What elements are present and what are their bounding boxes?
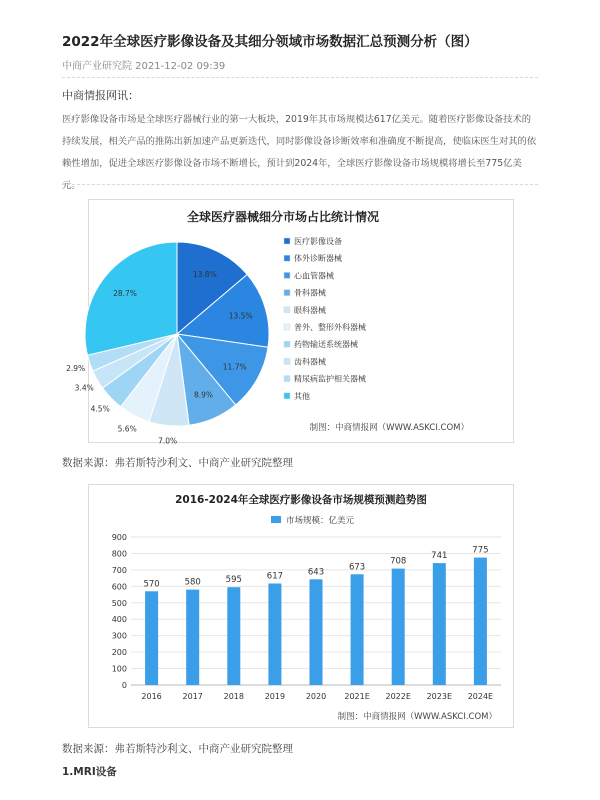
pie-data-label: 5.6%	[117, 424, 137, 434]
x-tick-label: 2019	[264, 692, 286, 701]
x-tick-label: 2024E	[467, 692, 494, 701]
pie-chart-panel	[66, 199, 514, 446]
bar-value-label: 643	[307, 567, 325, 578]
bar-value-label: 775	[472, 545, 489, 556]
bar-legend-label: 市场规模：亿美元	[286, 516, 355, 526]
x-tick-label: 2023E	[426, 692, 453, 701]
legend-label: 普外、整形外科器械	[294, 323, 366, 332]
divider	[62, 184, 538, 185]
pie-data-label: 13.5%	[228, 311, 253, 321]
bar-chart	[89, 485, 513, 727]
x-tick-label: 2021E	[344, 692, 370, 701]
legend-swatch	[284, 324, 290, 330]
y-tick-label: 200	[111, 648, 127, 658]
y-tick-label: 900	[111, 533, 127, 542]
x-tick-label: 2017	[182, 692, 203, 701]
bar-value-label: 595	[225, 575, 242, 586]
legend-label: 心血管器械	[294, 271, 334, 281]
legend-label: 精尿病监护相关器械	[294, 374, 366, 384]
bar-value-label: 570	[143, 579, 160, 590]
legend-swatch	[284, 272, 290, 278]
legend-label: 其他	[294, 391, 310, 401]
article-meta: 中商产业研究院 2021-12-02 09:39	[62, 61, 226, 72]
legend-label: 骨科器械	[294, 288, 326, 298]
bar-credit: 制图：中商情报网（WWW.ASKCI.COM）	[337, 712, 497, 722]
bar	[433, 563, 446, 685]
pie-data-label: 3.4%	[74, 383, 94, 393]
bar-chart-title: 2016-2024年全球医疗影像设备市场规模预测趋势图	[175, 494, 427, 506]
intro-paragraph: 医疗影像设备市场是全球医疗器械行业的第一大板块，2019年其市场规模达617亿美元。随着医疗影像设备技术的持续发展，相关产品的推陈出新加速产品更新迭代，同时影像设备诊断效率和准确度不断提高，使临床医生对其的依赖性增加，促进全球医疗影像设备市场不断增长，预计到2024年，全球医疗影像设备市场规模将增长至775亿美元。	[62, 114, 537, 191]
x-tick-label: 2018	[223, 692, 244, 701]
legend-swatch	[284, 255, 290, 261]
bar-source-caption: 数据来源：弗若斯特沙利文、中商产业研究院整理	[62, 743, 293, 755]
bar	[351, 574, 364, 685]
bar-value-label: 617	[266, 571, 284, 582]
pie-data-label: 2.9%	[66, 364, 86, 373]
legend-swatch	[284, 341, 290, 347]
x-tick-label: 2016	[141, 692, 162, 701]
legend-label: 体外诊断器械	[294, 254, 342, 264]
bar	[186, 590, 199, 685]
y-tick-label: 600	[111, 582, 127, 592]
pie-data-label: 11.7%	[222, 362, 247, 372]
y-tick-label: 800	[111, 549, 127, 559]
x-tick-label: 2020	[305, 692, 327, 701]
legend-swatch	[284, 307, 290, 313]
y-tick-label: 400	[111, 615, 127, 625]
legend-swatch	[284, 238, 290, 244]
bar-value-label: 741	[431, 551, 448, 562]
bar-value-label: 580	[184, 577, 201, 588]
legend-swatch	[284, 358, 290, 364]
pie-data-label: 7.0%	[158, 436, 178, 446]
legend-swatch	[284, 393, 290, 399]
y-tick-label: 700	[111, 565, 127, 575]
pie-source-caption: 数据来源：弗若斯特沙利文、中商产业研究院整理	[62, 457, 293, 469]
y-tick-label: 500	[111, 598, 127, 608]
x-tick-label: 2022E	[385, 692, 411, 701]
bar-chart-panel	[88, 484, 514, 728]
y-tick-label: 300	[111, 631, 127, 641]
bar	[268, 584, 281, 686]
article-title: 2022年全球医疗影像设备及其细分领域市场数据汇总预测分析（图）	[62, 34, 478, 50]
pie-data-label: 28.7%	[113, 288, 137, 298]
bar	[310, 579, 323, 685]
bar	[474, 558, 487, 685]
legend-swatch	[271, 516, 281, 523]
pie-data-label: 13.8%	[192, 269, 217, 279]
pie-chart-title: 全球医疗器械细分市场占比统计情况	[186, 210, 380, 224]
pie-chart	[66, 200, 513, 446]
pie-credit: 制图：中商情报网（WWW.ASKCI.COM）	[309, 423, 469, 433]
pie-data-label: 8.9%	[193, 390, 214, 400]
section-heading: 1.MRI设备	[62, 766, 117, 778]
bar-value-label: 673	[348, 562, 366, 573]
bar	[392, 569, 405, 685]
legend-swatch	[284, 290, 290, 296]
legend-label: 眼科器械	[294, 305, 326, 315]
bar	[145, 591, 158, 685]
source-heading: 中商情报网讯：	[62, 89, 139, 102]
y-tick-label: 100	[111, 664, 127, 674]
divider	[62, 77, 538, 78]
legend-label: 药物输送系统器械	[294, 340, 358, 350]
legend-label: 齿科器械	[294, 357, 326, 367]
legend-label: 医疗影像设备	[294, 237, 342, 246]
pie-data-label: 4.5%	[90, 404, 110, 414]
legend-swatch	[284, 376, 290, 382]
bar	[227, 587, 240, 685]
y-tick-label: 0	[121, 681, 127, 690]
bar-value-label: 708	[390, 556, 407, 567]
